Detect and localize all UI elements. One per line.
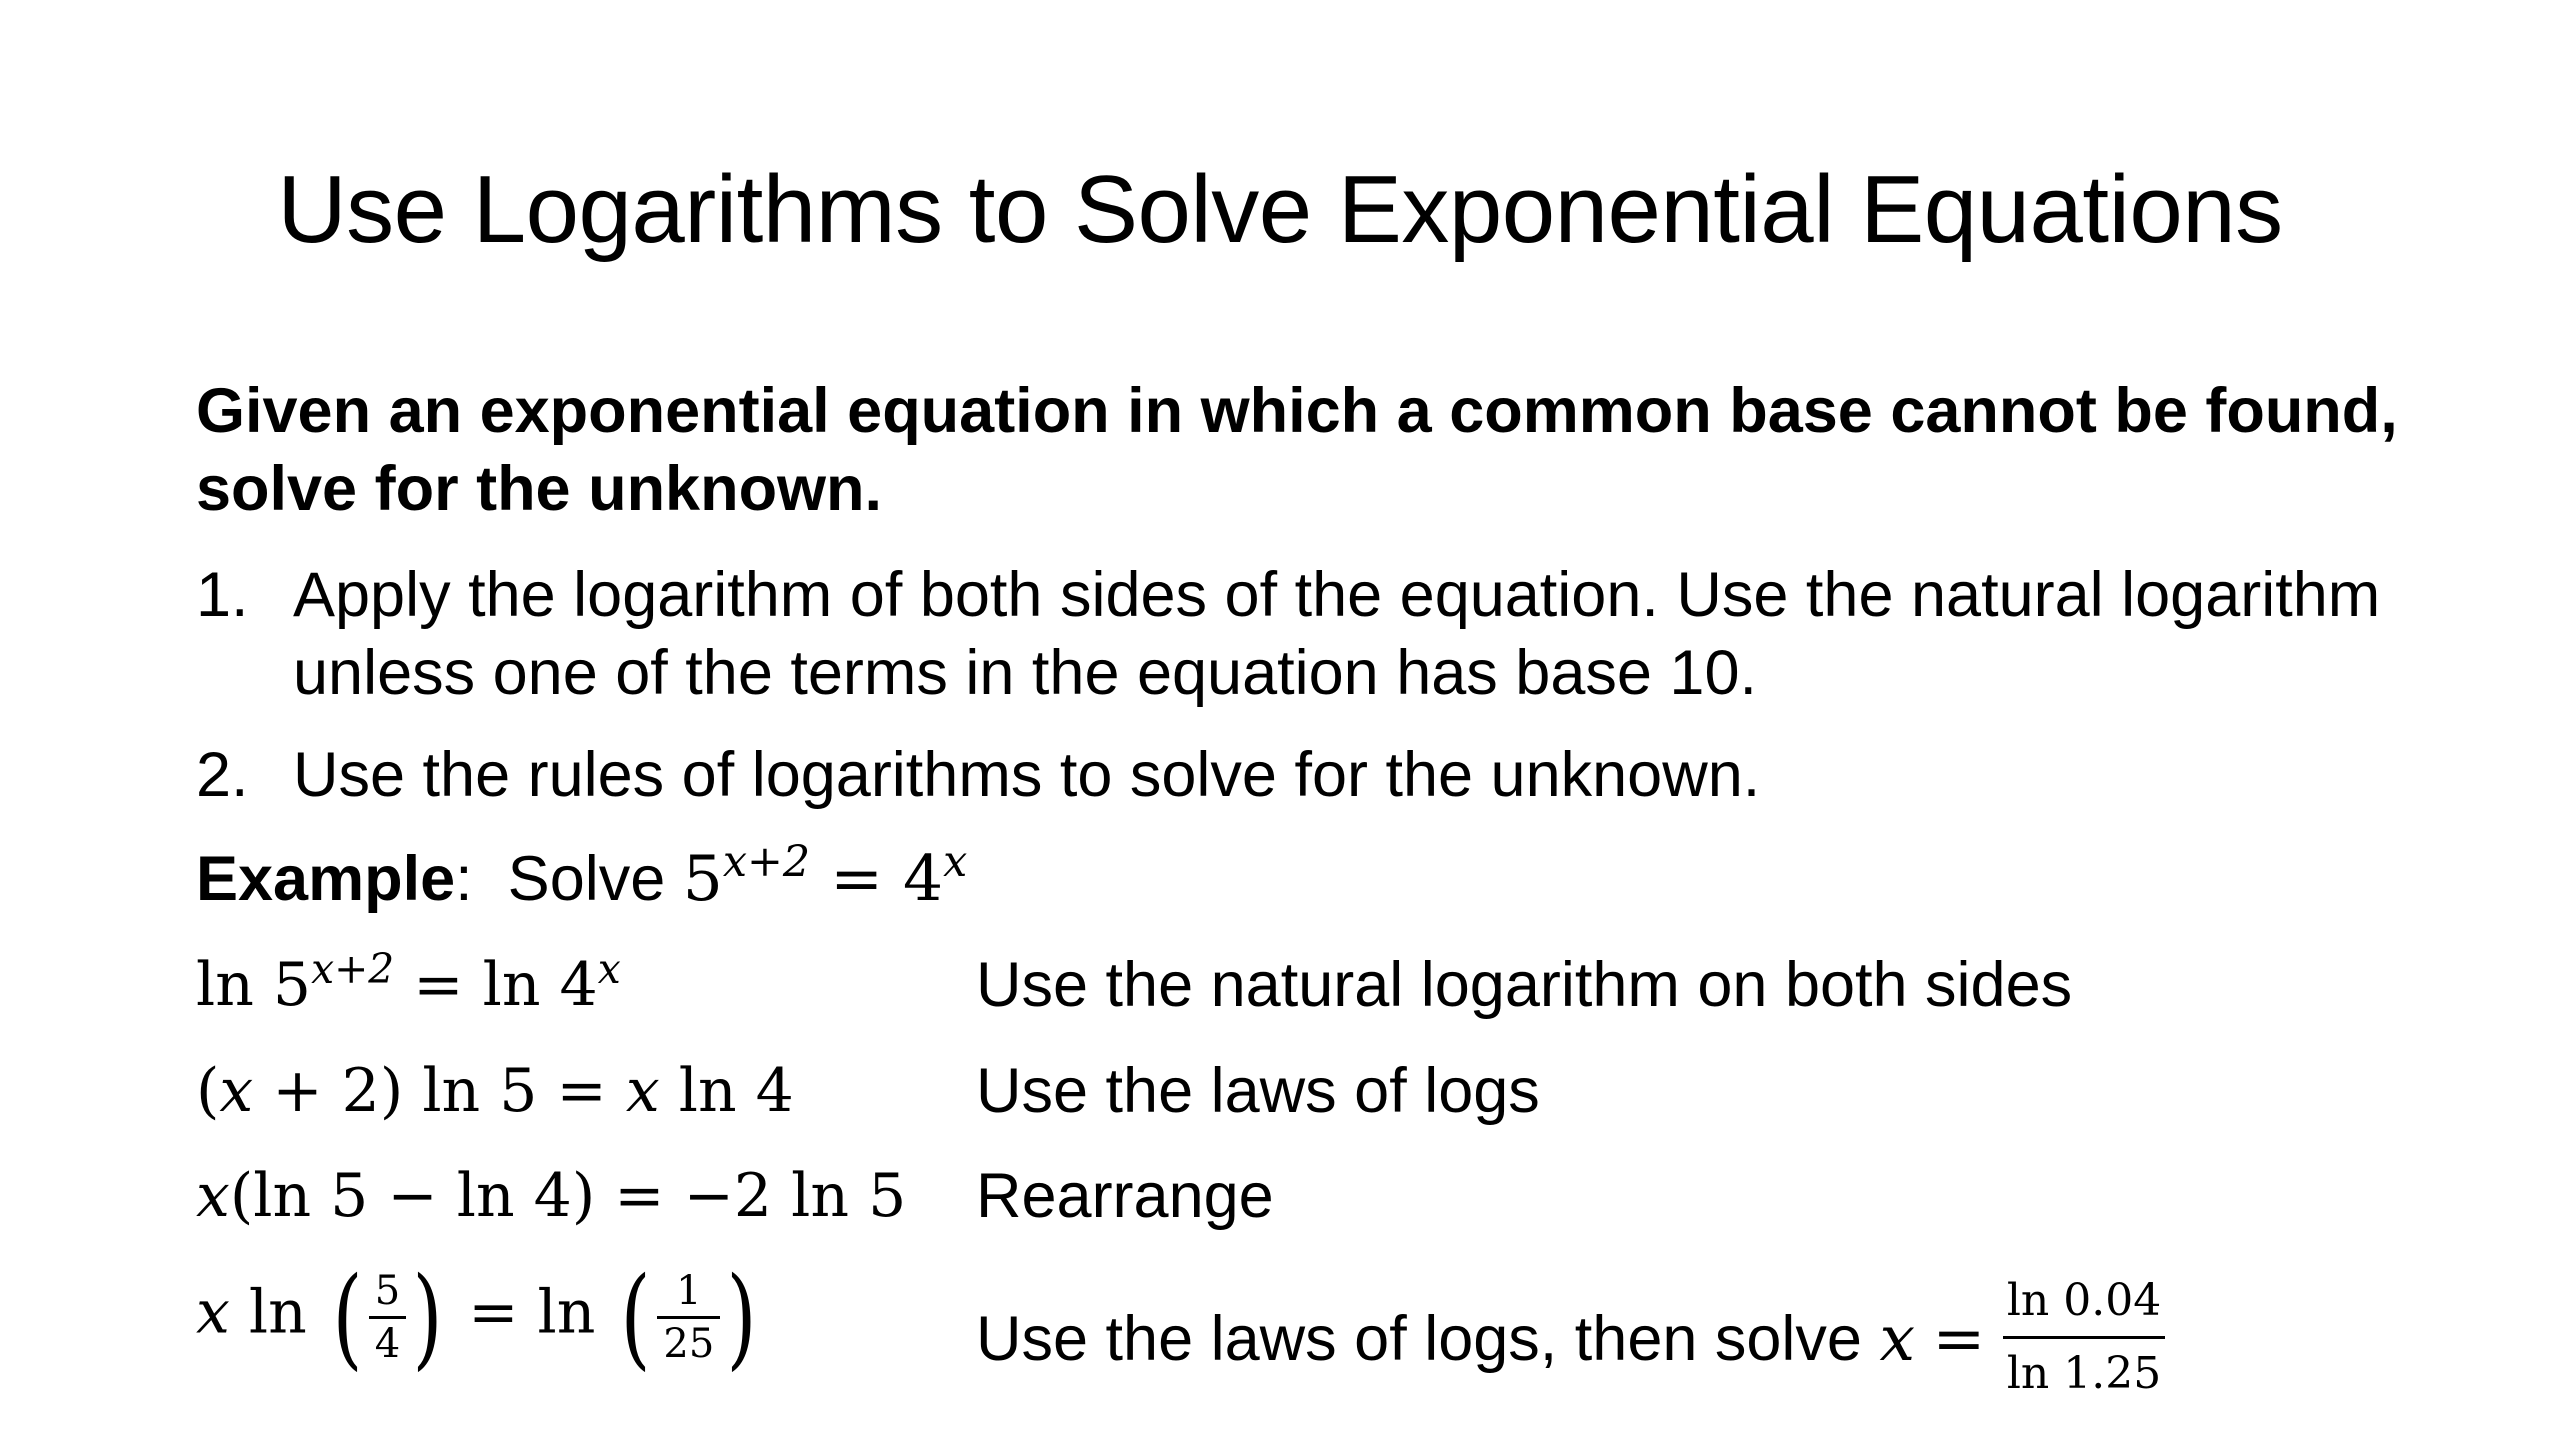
eq-exponent: x bbox=[597, 944, 621, 993]
work-row-3 bbox=[196, 1157, 2496, 1247]
solution-variable: x bbox=[1879, 1302, 1916, 1376]
step-text: Use the rules of logarithms to solve for the unknown. bbox=[293, 740, 1761, 810]
work-row-1 bbox=[196, 946, 2496, 1036]
fraction bbox=[657, 1268, 720, 1367]
solution-fraction bbox=[2003, 1274, 2165, 1401]
right-paren: ) bbox=[412, 1253, 443, 1381]
example-exponent-right: x bbox=[943, 837, 968, 888]
fraction-numerator: 5 bbox=[374, 1267, 401, 1314]
fraction-numerator: 1 bbox=[676, 1267, 702, 1314]
example-colon: : bbox=[455, 844, 473, 914]
eq-part: (ln 5 − ln 4) = −2 ln 5 bbox=[229, 1161, 907, 1231]
lead-statement: Given an exponential equation in which a common base cannot be found, solve for the unknown. bbox=[196, 376, 2398, 524]
left-paren: ( bbox=[620, 1253, 651, 1381]
eq-part: ln bbox=[229, 1277, 326, 1348]
step-1 bbox=[196, 556, 2396, 712]
step-number: 2. bbox=[196, 740, 249, 810]
eq-variable: x bbox=[196, 1277, 230, 1348]
fraction bbox=[369, 1268, 406, 1367]
work-equation bbox=[196, 1253, 763, 1381]
example-exponent-left: x+2 bbox=[722, 837, 811, 888]
fraction-denominator: 4 bbox=[369, 1316, 406, 1367]
example-prompt: Solve bbox=[507, 844, 666, 914]
work-row-4 bbox=[196, 1253, 2496, 1399]
work-equation bbox=[196, 1157, 906, 1235]
eq-part: = ln bbox=[449, 1277, 615, 1348]
eq-variable: x bbox=[625, 1056, 660, 1126]
example-base-right: 4 bbox=[903, 842, 944, 915]
eq-variable: x bbox=[196, 1161, 230, 1231]
fraction-denominator: 25 bbox=[657, 1316, 720, 1367]
left-paren: ( bbox=[332, 1253, 363, 1381]
step-number: 1. bbox=[196, 560, 249, 630]
work-description: Use the laws of logs bbox=[976, 1056, 1540, 1126]
work-description: Rearrange bbox=[976, 1161, 1274, 1231]
example-equals: = bbox=[830, 842, 883, 915]
eq-part: ( bbox=[196, 1056, 220, 1126]
example-line bbox=[196, 837, 968, 918]
example-equation bbox=[682, 837, 968, 915]
work-description: Use the natural logarithm on both sides bbox=[976, 950, 2073, 1020]
work-description-text: Use the laws of logs, then solve bbox=[976, 1304, 1862, 1375]
eq-part: ln 5 bbox=[196, 950, 312, 1020]
work-description bbox=[976, 1275, 2165, 1407]
example-base-left: 5 bbox=[682, 842, 723, 915]
slide-title: Use Logarithms to Solve Exponential Equations bbox=[277, 156, 2283, 263]
eq-part: ln 4 bbox=[659, 1056, 794, 1126]
step-2 bbox=[196, 736, 2396, 814]
eq-part: = ln 4 bbox=[394, 950, 598, 1020]
eq-part: + 2) ln 5 = bbox=[253, 1056, 626, 1126]
example-label: Example bbox=[196, 844, 456, 914]
work-row-2 bbox=[196, 1052, 2496, 1142]
step-text: Apply the logarithm of both sides of the equation. Use the natural logarithm unless one of the terms in the equation has base 10. bbox=[293, 560, 2381, 708]
work-equation bbox=[196, 946, 621, 1024]
solution-equals: = bbox=[1932, 1302, 1986, 1376]
solution-numerator: ln 0.04 bbox=[2006, 1275, 2162, 1326]
solution-denominator: ln 1.25 bbox=[2003, 1336, 2165, 1401]
right-paren: ) bbox=[726, 1253, 757, 1381]
eq-variable: x bbox=[219, 1056, 254, 1126]
eq-exponent: x+2 bbox=[311, 944, 395, 993]
work-equation bbox=[196, 1052, 794, 1130]
